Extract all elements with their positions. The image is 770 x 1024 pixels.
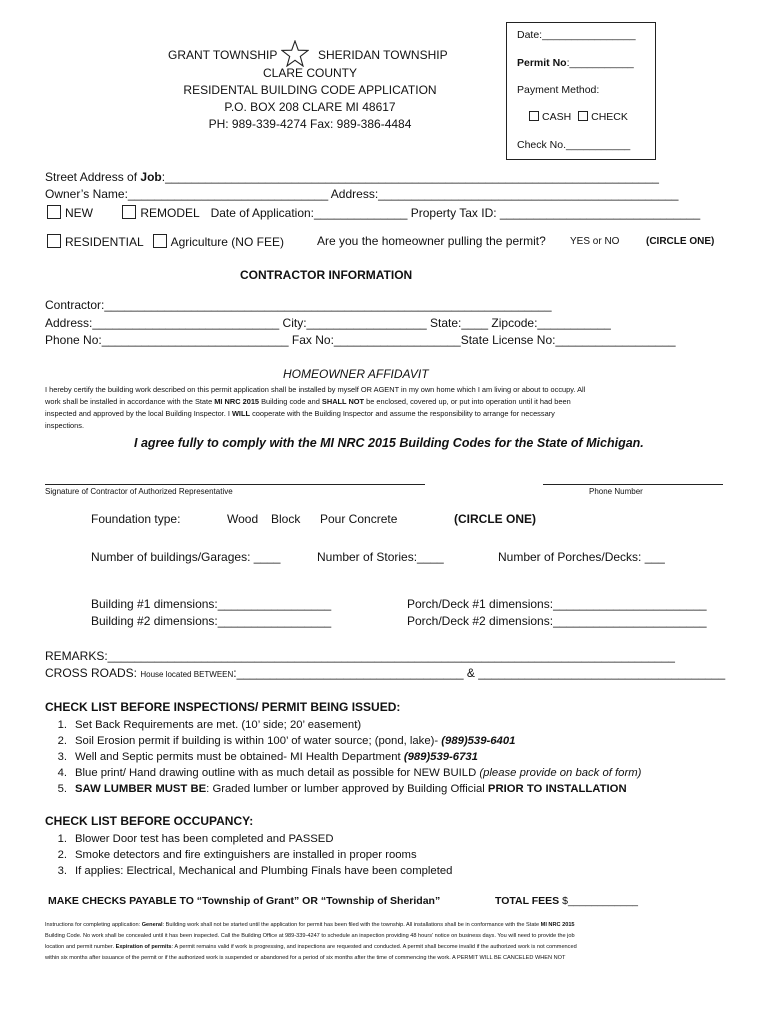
list-item: 4. Blue print/ Hand drawing outline with as much detail as possible for NEW BUILD (please provide on back of form) <box>57 767 642 779</box>
instructions <box>45 920 577 964</box>
list-item-text: Smoke detectors and fire extinguishers are installed in proper rooms <box>75 849 417 861</box>
contractor-field[interactable]: Contractor:___________________________________________________________________ <box>45 298 552 312</box>
affidavit-line-4: inspections. <box>45 421 85 430</box>
foundation-circle-one: (CIRCLE ONE) <box>454 512 536 526</box>
circle-one-label: (CIRCLE ONE) <box>646 236 715 247</box>
type-row <box>47 234 284 249</box>
instructions-text: location and permit number. <box>45 944 116 950</box>
contractor-heading: CONTRACTOR INFORMATION <box>240 268 413 282</box>
payment-method-label: Payment Method: <box>517 84 600 96</box>
agree-statement: I agree fully to comply with the MI NRC 2015 Building Codes for the State of Michigan. <box>134 436 644 450</box>
permit-info-box <box>506 22 656 160</box>
affidavit-shall-not: SHALL NOT <box>321 397 365 406</box>
affidavit-line-1: I hereby certify the building work described on this permit application shall be installed by myself OR AGENT in my own home which I am living or about to occupy. All <box>45 385 586 394</box>
cash-checkbox[interactable] <box>529 111 539 121</box>
residential-checkbox[interactable] <box>47 234 61 248</box>
affidavit-line-3 <box>45 409 555 418</box>
list-item-note: (please provide on back of form) <box>479 767 642 779</box>
affidavit-heading: HOMEOWNER AFFIDAVIT <box>283 367 429 381</box>
phone-number-label: Phone Number <box>589 487 643 496</box>
instructions-text: : Building work shall not be started until the application for permit has been filed with the township. All installations shall be in conformance with the State <box>162 922 541 928</box>
foundation-block[interactable]: Block <box>271 512 301 526</box>
check-no-field[interactable]: Check No.___________ <box>517 139 631 151</box>
list-item-text: Set Back Requirements are met. (10’ side; 20’ easement) <box>75 719 362 731</box>
remodel-checkbox[interactable] <box>122 205 136 219</box>
date-application-field[interactable]: Date of Application:______________ Property Tax ID: ______________________________ <box>210 206 701 220</box>
list-item: 2. Smoke detectors and fire extinguishers are installed in proper rooms <box>57 849 417 861</box>
payment-options <box>529 111 628 123</box>
date-field[interactable]: Date:________________ <box>517 29 636 41</box>
affidavit-code: MI NRC 2015 <box>214 397 260 406</box>
check-checkbox[interactable] <box>578 111 588 121</box>
phone-signature-line[interactable] <box>543 484 723 485</box>
header-phone: PH: 989-339-4274 Fax: 989-386-4484 <box>208 117 412 131</box>
contractor-address-field[interactable]: Address:____________________________ City:__________________ State:____ Zipcode:___________ <box>45 316 611 330</box>
checklist-inspections-heading: CHECK LIST BEFORE INSPECTIONS/ PERMIT BEING ISSUED: <box>45 700 401 714</box>
affidavit-text: inspected and approved by the local Building Inspector. I <box>45 409 232 418</box>
street-label: Street Address of <box>45 170 141 184</box>
list-item-text: Blower Door test has been completed and PASSED <box>75 833 334 845</box>
list-item-text: Well and Septic permits must be obtained- MI Health Department <box>75 751 404 763</box>
header-address: P.O. BOX 208 CLARE MI 48617 <box>224 100 396 114</box>
header-title: RESIDENTAL BUILDING CODE APPLICATION <box>183 83 437 97</box>
new-remodel-row <box>47 205 700 220</box>
contractor-phone-field[interactable]: Phone No:____________________________ Fax No:___________________State License No:__________________ <box>45 333 676 347</box>
list-item-text: Soil Erosion permit if building is within 100’ of water source; (pond, lake)- <box>75 735 442 747</box>
list-item: 5. SAW LUMBER MUST BE: Graded lumber or lumber approved by Building Official PRIOR TO INSTALLATION <box>57 783 627 795</box>
instructions-line: within six months after issuance of the permit or if the authorized work is suspended or abandoned for a period of six months after the time of commencing the work. A PERMIT WILL BE CANCELED WHEN NOT <box>45 955 566 961</box>
new-checkbox[interactable] <box>47 205 61 219</box>
building-2-dimensions[interactable]: Building #2 dimensions:_________________ <box>91 614 332 628</box>
porch-2-dimensions[interactable]: Porch/Deck #2 dimensions:_______________________ <box>407 614 707 628</box>
permit-no-label: Permit No <box>517 57 567 69</box>
checklist-inspections <box>45 717 641 797</box>
instructions-expiration: Expiration of permits <box>115 944 172 950</box>
checklist-occupancy <box>45 831 452 879</box>
list-item: 3. Well and Septic permits must be obtained- MI Health Department (989)539-6731 <box>57 751 478 763</box>
instructions-line: Building Code. No work shall be concealed until it has been inspected. Call the Building Office at 989-339-4247 to schedule an inspection providing 48 hours’ notice on business days. You will need to provide the job <box>45 933 575 939</box>
cross-roads-between: House located BETWEEN <box>140 670 234 679</box>
street-address-field[interactable] <box>45 170 659 184</box>
affidavit-line-2 <box>45 397 571 406</box>
residential-label: RESIDENTIAL <box>65 235 144 249</box>
street-label-job: Job <box>140 170 162 184</box>
instructions-line <box>45 942 577 953</box>
list-item-text: If applies: Electrical, Mechanical and Plumbing Finals have been completed <box>75 865 453 877</box>
instructions-line <box>45 920 577 931</box>
permit-no-blank: :___________ <box>566 57 634 69</box>
cross-roads-label: CROSS ROADS: <box>45 666 141 680</box>
permit-no-field[interactable] <box>517 57 634 69</box>
homeowner-question: Are you the homeowner pulling the permit? <box>317 234 546 248</box>
affidavit-text: work shall be installed in accordance with the State <box>45 397 215 406</box>
header-county: CLARE COUNTY <box>262 66 357 80</box>
list-item: 2. Soil Erosion permit if building is within 100’ of water source; (pond, lake)- (989)539-6401 <box>57 735 516 747</box>
street-blank: :__________________________________________________________________________ <box>161 170 659 184</box>
remodel-label: REMODEL <box>140 206 200 220</box>
cross-roads-blank: :__________________________________ & _____________________________________ <box>233 666 726 680</box>
foundation-label: Foundation type: <box>91 512 181 526</box>
checklist-occupancy-heading: CHECK LIST BEFORE OCCUPANCY: <box>45 814 254 828</box>
affidavit-text: be enclosed, covered up, or put into operation until it had been <box>364 397 571 406</box>
instructions-code: MI NRC 2015 <box>540 922 575 928</box>
foundation-wood[interactable]: Wood <box>227 512 259 526</box>
num-porches-field[interactable]: Number of Porches/Decks: ___ <box>498 550 665 564</box>
porch-1-dimensions[interactable]: Porch/Deck #1 dimensions:_______________________ <box>407 597 707 611</box>
list-item-bold: SAW LUMBER MUST BE <box>75 783 207 795</box>
instructions-general: General <box>141 922 163 928</box>
list-item-text: : Graded lumber or lumber approved by Building Official <box>206 783 488 795</box>
soil-erosion-phone: (989)539-6401 <box>441 735 516 747</box>
total-fees-label: TOTAL FEES <box>495 895 560 907</box>
star-icon <box>281 40 309 67</box>
num-stories-field[interactable]: Number of Stories:____ <box>317 550 444 564</box>
header-sheridan: SHERIDAN TOWNSHIP <box>318 48 448 62</box>
cash-label: CASH <box>542 111 572 123</box>
instructions-text: Instructions for completing application: <box>45 922 142 928</box>
cross-roads-field[interactable] <box>45 666 725 680</box>
list-item: 1. Blower Door test has been completed and PASSED <box>57 833 334 845</box>
list-item-bold: PRIOR TO INSTALLATION <box>487 783 627 795</box>
foundation-pour-concrete[interactable]: Pour Concrete <box>320 512 398 526</box>
affidavit-text: cooperate with the Building Inspector and assume the responsibility to arrange for necessary <box>250 409 555 418</box>
list-item: 1. Set Back Requirements are met. (10’ side; 20’ easement) <box>57 719 362 731</box>
total-fees-blank: $____________ <box>559 895 639 907</box>
total-fees-field[interactable] <box>495 895 638 907</box>
num-buildings-field[interactable]: Number of buildings/Garages: ____ <box>91 550 281 564</box>
list-item: 3. If applies: Electrical, Mechanical and Plumbing Finals have been completed <box>57 865 453 877</box>
health-dept-phone: (989)539-6731 <box>403 751 478 763</box>
signature-label: Signature of Contractor of Authorized Representative <box>45 487 233 496</box>
agriculture-checkbox[interactable] <box>153 234 167 248</box>
owner-address-field[interactable]: Owner’s Name:______________________________ Address:_____________________________________________ <box>45 187 679 201</box>
header-grant: GRANT TOWNSHIP <box>168 48 278 62</box>
agriculture-label: Agriculture (NO FEE) <box>170 235 284 249</box>
new-label: NEW <box>65 206 93 220</box>
affidavit-will: WILL <box>231 409 251 418</box>
make-checks-payable: MAKE CHECKS PAYABLE TO “Township of Grant” OR “Township of Sheridan” <box>48 895 441 907</box>
yes-no-option[interactable]: YES or NO <box>570 236 620 247</box>
building-1-dimensions[interactable]: Building #1 dimensions:_________________ <box>91 597 332 611</box>
instructions-text: : A permit remains valid if work is progressing, and inspections are requested and conducted. A permit shall become invalid if the authorized work is not commenced <box>171 944 577 950</box>
list-item-text: Blue print/ Hand drawing outline with as much detail as possible for NEW BUILD <box>75 767 480 779</box>
signature-line[interactable] <box>45 484 425 485</box>
remarks-field[interactable]: REMARKS:_____________________________________________________________________________________ <box>45 649 675 663</box>
affidavit-text: Building code and <box>259 397 322 406</box>
check-label: CHECK <box>591 111 628 123</box>
